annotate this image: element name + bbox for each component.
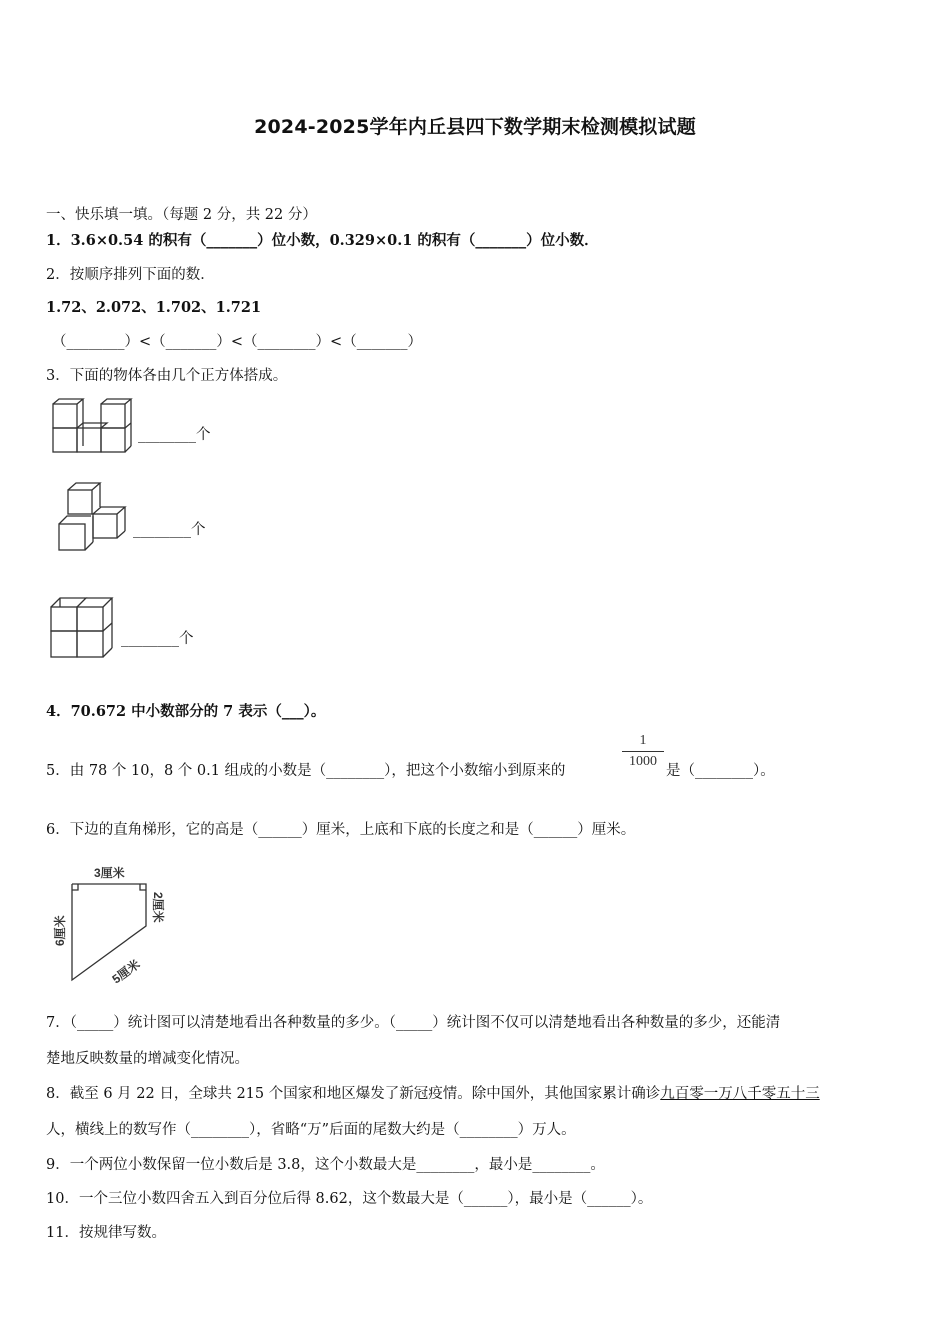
cube-figure-3 bbox=[48, 593, 118, 661]
trapezoid-right-label: 2厘米 bbox=[151, 892, 165, 923]
page-title: 2024-2025学年内丘县四下数学期末检测模拟试题 bbox=[254, 116, 696, 138]
question-5-part-b: 是（________）。 bbox=[666, 763, 775, 779]
q3-blank-2: ________个 bbox=[133, 522, 206, 538]
question-8-text: 8．截至 6 月 22 日，全球共 215 个国家和地区爆发了新冠疫情。除中国外，其他国家累计确诊 bbox=[46, 1086, 661, 1102]
question-7-line-1: 7．（_____）统计图可以清楚地看出各种数量的多少。（_____）统计图不仅可以清楚地看出各种数量的多少，还能清 bbox=[46, 1015, 781, 1031]
question-6: 6．下边的直角梯形，它的高是（______）厘米，上底和下底的长度之和是（______）厘米。 bbox=[46, 822, 636, 838]
trapezoid-top-label: 3厘米 bbox=[94, 866, 125, 880]
trapezoid-slant-label: 5厘米 bbox=[109, 957, 143, 987]
trapezoid-left-label: 6厘米 bbox=[53, 915, 67, 946]
question-9: 9．一个两位小数保留一位小数后是 3.8，这个小数最大是________，最小是________。 bbox=[46, 1157, 605, 1173]
trapezoid-figure bbox=[46, 858, 176, 988]
question-1: 1．3.6×0.54 的积有（_______）位小数，0.329×0.1 的积有（_______）位小数． bbox=[46, 232, 599, 249]
question-8-underlined-number: 九百零一万八千零五十三 bbox=[660, 1086, 820, 1102]
section-heading: 一、快乐填一填。（每题 2 分，共 22 分） bbox=[46, 207, 317, 223]
fraction-denominator: 1000 bbox=[629, 754, 657, 769]
question-11: 11．按规律写数。 bbox=[46, 1225, 166, 1241]
question-3: 3．下面的物体各由几个正方体搭成。 bbox=[46, 368, 288, 384]
question-10: 10．一个三位小数四舍五入到百分位后得 8.62，这个数最大是（______），最小是（______）。 bbox=[46, 1191, 653, 1207]
q3-blank-1: ________个 bbox=[138, 427, 211, 443]
question-7-line-2: 楚地反映数量的增减变化情况。 bbox=[46, 1051, 249, 1067]
question-8-line-2: 人，横线上的数写作（________），省略“万”后面的尾数大约是（________）万人。 bbox=[46, 1122, 576, 1138]
question-2-order: （________）<（_______）<（________）<（_______） bbox=[52, 334, 422, 350]
question-4: 4．70.672 中小数部分的 7 表示（___）。 bbox=[46, 703, 326, 720]
fraction-one-thousandth bbox=[622, 733, 664, 770]
fraction-bar bbox=[622, 751, 664, 752]
cube-figure-1 bbox=[50, 396, 134, 458]
question-5-part-a: 5．由 78 个 10，8 个 0.1 组成的小数是（________），把这个小数缩小到原来的 bbox=[46, 763, 566, 779]
question-8-line-1 bbox=[46, 1082, 820, 1103]
fraction-numerator: 1 bbox=[639, 733, 647, 748]
question-2-numbers: 1.72、2.072、1.702、1.721 bbox=[46, 299, 262, 316]
question-2: 2．按顺序排列下面的数． bbox=[46, 267, 215, 283]
q3-blank-3: ________个 bbox=[121, 631, 194, 647]
cube-figure-2 bbox=[54, 480, 130, 554]
